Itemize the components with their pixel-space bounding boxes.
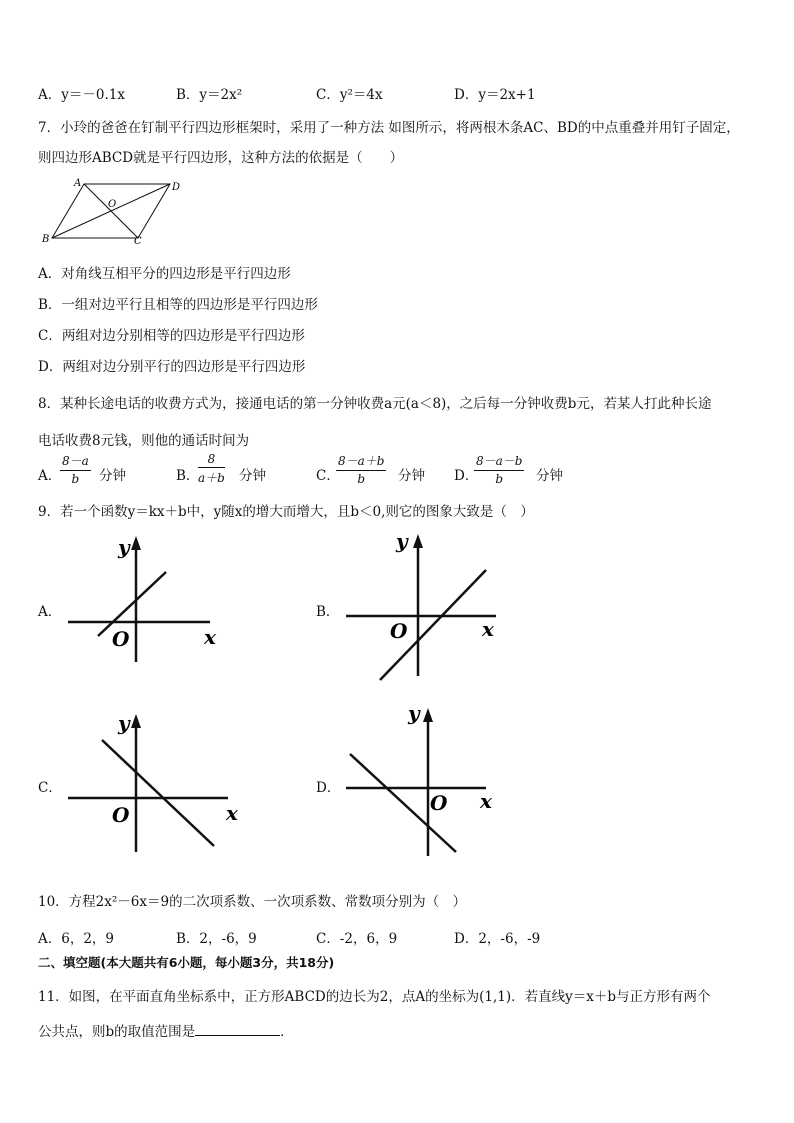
- fraction-numerator: 8－a－b: [476, 454, 523, 468]
- q8-option-d-fraction: [474, 452, 524, 486]
- q9-graph-a: [60, 530, 230, 670]
- q8-option-b-letter: B．: [176, 468, 200, 484]
- q8-option-d-letter: D．: [454, 468, 479, 484]
- label-a: A: [74, 178, 82, 189]
- q8-option-a-letter: A．: [38, 468, 62, 484]
- y-axis-arrow: [423, 708, 433, 722]
- function-line: [98, 572, 166, 636]
- q7-option-c: C．两组对边分别相等的四边形是平行四边形: [38, 328, 305, 344]
- fraction-numerator: 8: [207, 452, 216, 466]
- q10-option-a: A．6，2，9: [38, 931, 115, 947]
- q7-option-b: B．一组对边平行且相等的四边形是平行四边形: [38, 297, 318, 313]
- q9-graph-b-letter: B．: [316, 604, 340, 620]
- q8-option-c-unit: 分钟: [398, 468, 425, 484]
- q7-stem-line2: 则四边形ABCD就是平行四边形，这种方法的依据是（ ）: [38, 150, 404, 166]
- x-label: x: [204, 625, 216, 649]
- q8-option-a-unit: 分钟: [99, 468, 126, 484]
- q9-graph-d-letter: D．: [316, 780, 341, 796]
- fraction-denominator: b: [71, 472, 80, 486]
- origin-label: O: [112, 803, 130, 827]
- q8-option-c-fraction: [336, 452, 386, 486]
- q9-graph-c-letter: C．: [38, 780, 62, 796]
- q8-stem-line2: 电话收费8元钱，则他的通话时间为: [38, 433, 250, 449]
- q8-stem-line1: 8．某种长途电话的收费方式为，接通电话的第一分钟收费a元(a＜8)，之后每一分钟收费b元，若某人打此种长途: [38, 396, 712, 412]
- q6-option-d: D．y＝2x+1: [454, 87, 536, 103]
- q9-graph-b: [338, 526, 518, 686]
- y-label: y: [118, 711, 130, 735]
- x-label: x: [226, 801, 238, 825]
- y-axis-arrow: [413, 534, 423, 548]
- label-b: B: [42, 234, 50, 245]
- section-heading: 二、填空题(本大题共有6小题，每小题3分，共18分): [38, 955, 335, 970]
- q7-option-d: D．两组对边分别平行的四边形是平行四边形: [38, 359, 306, 375]
- q11-stem-line2-text: 公共点，则b的取值范围是: [38, 1024, 196, 1040]
- y-label: y: [408, 701, 420, 725]
- x-label: x: [480, 789, 492, 813]
- origin-label: O: [390, 619, 408, 643]
- q6-option-c: C．y²＝4x: [316, 87, 383, 103]
- label-o: O: [108, 199, 117, 210]
- q11-stem-line1: 11．如图，在平面直角坐标系中，正方形ABCD的边长为2，点A的坐标为(1,1)．若直线y＝x＋b与正方形有两个: [38, 989, 711, 1005]
- q8-option-b-fraction: [198, 452, 225, 486]
- origin-label: O: [430, 791, 448, 815]
- fraction-numerator: 8－a: [62, 454, 89, 468]
- q9-graph-a-letter: A．: [38, 604, 62, 620]
- q10-option-c: C．-2，6，9: [316, 931, 398, 947]
- q7-parallelogram-figure: [38, 176, 188, 248]
- q8-option-b: [176, 464, 199, 484]
- origin-label: O: [112, 627, 130, 651]
- q8-option-a-fraction: [60, 452, 91, 486]
- q9-stem: 9．若一个函数y＝kx＋b中，y随x的增大而增大，且b＜0,则它的图象大致是（ ）: [38, 504, 534, 520]
- fraction-denominator: b: [357, 472, 366, 486]
- q6-option-a: A．y＝－0.1x: [38, 87, 125, 103]
- diagonal-bd: [52, 184, 170, 238]
- q8-option-b-unit: 分钟: [239, 468, 266, 484]
- y-axis-arrow: [131, 536, 141, 550]
- q10-option-d: D．2，-6，-9: [454, 931, 541, 947]
- q11-stem-line2: [38, 1020, 294, 1040]
- y-axis-arrow: [131, 714, 141, 728]
- q7-option-a: A．对角线互相平分的四边形是平行四边形: [38, 266, 291, 282]
- q8-option-d-unit: 分钟: [536, 468, 563, 484]
- fraction-denominator: b: [495, 472, 504, 486]
- q10-option-b: B．2，-6，9: [176, 931, 257, 947]
- answer-blank[interactable]: [195, 1023, 280, 1036]
- label-c: C: [134, 236, 142, 247]
- function-line: [102, 740, 214, 846]
- q7-stem-line1: 7．小玲的爸爸在钉制平行四边形框架时，采用了一种方法 如图所示，将两根木条AC、BD的中点重叠并用钉子固定，: [38, 120, 740, 136]
- q11-period: ．: [280, 1024, 294, 1040]
- q8-option-c-letter: C．: [316, 468, 340, 484]
- q9-graph-c: [60, 706, 250, 862]
- fraction-denominator: a＋b: [198, 471, 225, 485]
- x-label: x: [482, 617, 494, 641]
- q10-stem: 10．方程2x²－6x＝9的二次项系数、一次项系数、常数项分别为（ ）: [38, 894, 467, 910]
- q8-option-a: [38, 464, 61, 484]
- y-label: y: [118, 535, 130, 559]
- fraction-numerator: 8－a＋b: [338, 454, 385, 468]
- label-d: D: [172, 182, 181, 193]
- q9-graph-d: [338, 700, 518, 860]
- q6-option-b: B．y＝2x²: [176, 87, 243, 103]
- y-label: y: [396, 529, 408, 553]
